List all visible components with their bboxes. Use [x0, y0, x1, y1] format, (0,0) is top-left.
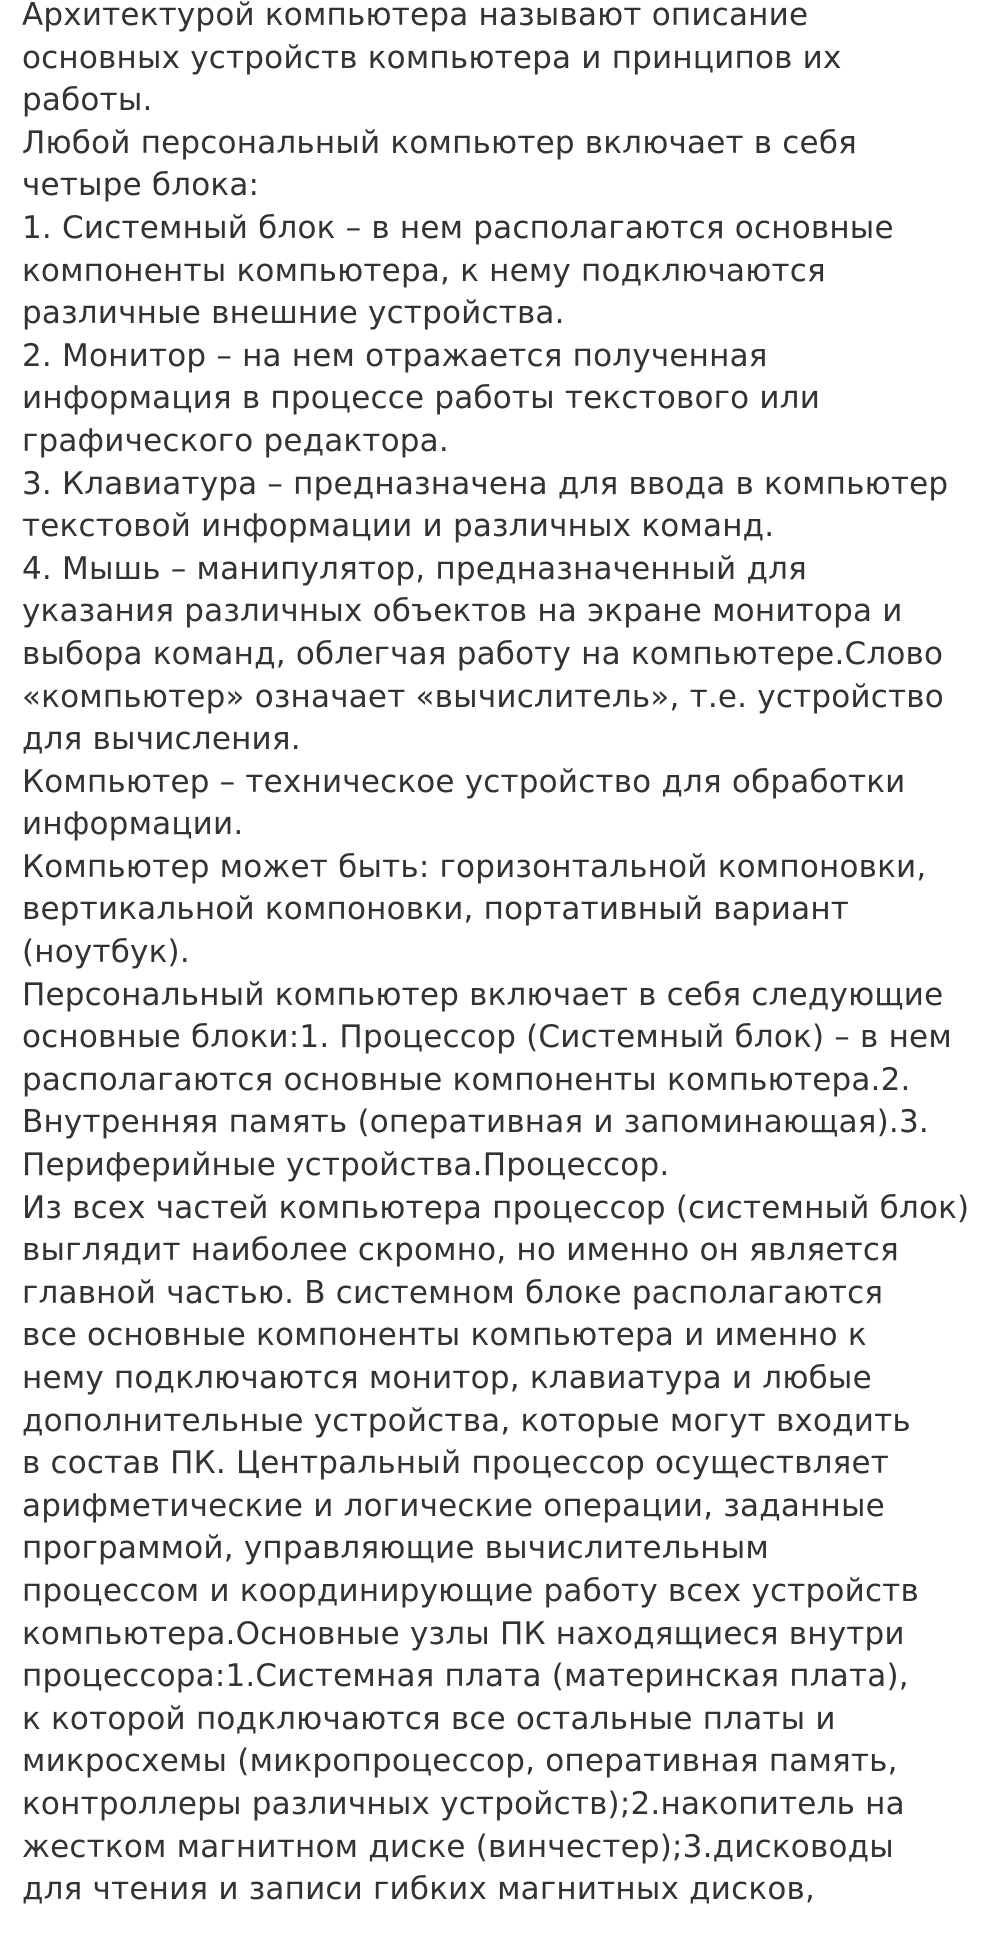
text-line: дополнительные устройства, которые могут входить: [22, 1402, 911, 1439]
text-line: (ноутбук).: [22, 934, 190, 971]
text-line: Из всех частей компьютера процессор (системный блок): [22, 1189, 970, 1226]
text-line: в состав ПК. Центральный процессор осуществляет: [22, 1445, 890, 1482]
text-line: Компьютер – техническое устройство для обработки: [22, 763, 906, 800]
text-line: информация в процессе работы текстового или: [22, 380, 821, 417]
text-line: компьютера.Основные узлы ПК находящиеся внутри: [22, 1615, 905, 1652]
text-line: указания различных объектов на экране монитора и: [22, 593, 903, 630]
text-line: текстовой информации и различных команд.: [22, 508, 775, 545]
document-text: [22, 0, 999, 1911]
text-line: программой, управляющие вычислительным: [22, 1530, 770, 1567]
text-line: 3. Клавиатура – предназначена для ввода в компьютер: [22, 465, 949, 502]
text-line: выглядит наиболее скромно, но именно он является: [22, 1232, 899, 1269]
text-line: процессора:1.Системная плата (материнская плата),: [22, 1658, 909, 1695]
text-line: жестком магнитном диске (винчестер);3.дисководы: [22, 1828, 894, 1865]
text-line: располагаются основные компоненты компьютера.2.: [22, 1061, 911, 1098]
text-line: вертикальной компоновки, портативный вариант: [22, 891, 850, 928]
text-line: Компьютер может быть: горизонтальной компоновки,: [22, 848, 927, 885]
text-line: 1. Системный блок – в нем располагаются основные: [22, 209, 894, 246]
text-line: основные блоки:1. Процессор (Системный блок) – в нем: [22, 1019, 952, 1056]
text-line: графического редактора.: [22, 422, 449, 459]
text-line: выбора команд, облегчая работу на компьютере.Слово: [22, 635, 944, 672]
text-line: для вычисления.: [22, 721, 301, 758]
text-line: 4. Мышь – манипулятор, предназначенный для: [22, 550, 807, 587]
text-line: основных устройств компьютера и принципов их: [22, 39, 842, 76]
text-line: нему подключаются монитор, клавиатура и любые: [22, 1360, 872, 1396]
text-line: процессом и координирующие работу всех устройств: [22, 1572, 919, 1609]
text-line: Архитектурой компьютера называют описание: [22, 0, 809, 33]
text-line: информации.: [22, 806, 244, 843]
text-line: для чтения и записи гибких магнитных дисков,: [22, 1871, 816, 1908]
text-line: арифметические и логические операции, заданные: [22, 1487, 885, 1524]
text-line: все основные компоненты компьютера и именно к: [22, 1317, 867, 1354]
text-line: к которой подключаются все остальные платы и: [22, 1700, 836, 1737]
text-line: Персональный компьютер включает в себя следующие: [22, 976, 944, 1013]
text-line: контроллеры различных устройств);2.накопитель на: [22, 1785, 905, 1822]
text-line: Периферийные устройства.Процессор.: [22, 1147, 670, 1184]
text-line: компоненты компьютера, к нему подключаются: [22, 252, 826, 289]
text-line: различные внешние устройства.: [22, 295, 565, 332]
text-line: Внутренняя память (оперативная и запоминающая).3.: [22, 1104, 929, 1141]
text-line: микросхемы (микропроцессор, оперативная память,: [22, 1743, 898, 1780]
text-line: «компьютер» означает «вычислитель», т.е. устройство: [22, 678, 944, 715]
text-line: 2. Монитор – на нем отражается полученная: [22, 337, 768, 374]
text-line: Любой персональный компьютер включает в себя: [22, 124, 857, 161]
text-line: работы.: [22, 82, 153, 119]
text-line: главной частью. В системном блоке располагаются: [22, 1274, 884, 1311]
text-line: четыре блока:: [22, 167, 260, 204]
